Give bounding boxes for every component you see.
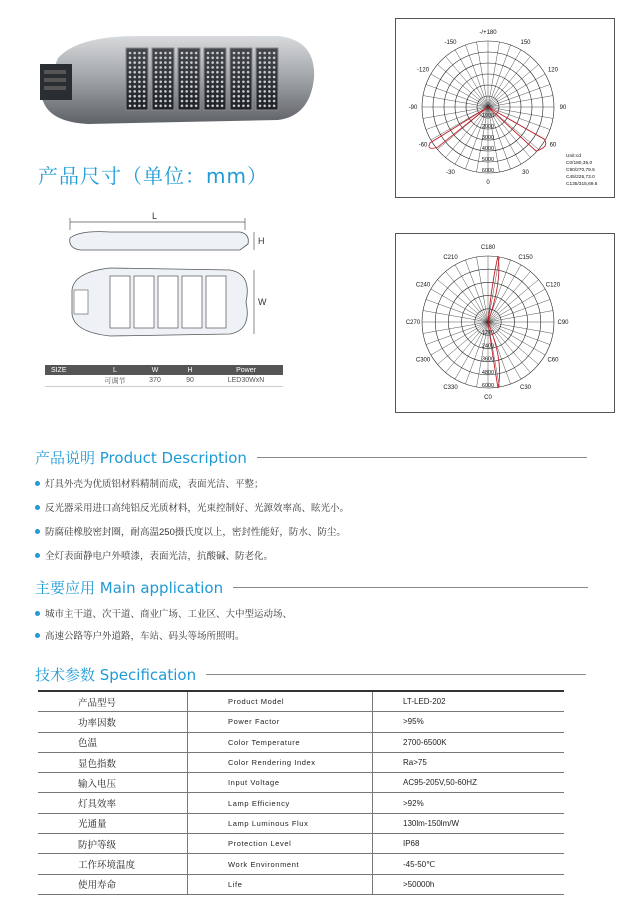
description-heading xyxy=(35,447,615,468)
table-row xyxy=(38,793,564,813)
spec-cell-en: Product Model xyxy=(188,692,373,711)
led-module-outline xyxy=(182,276,202,328)
table-row xyxy=(38,854,564,874)
polar-ring-label: 4000 xyxy=(481,146,495,152)
description-title: 产品说明 Product Description xyxy=(35,449,247,467)
polar-angle-label: C210 xyxy=(443,255,458,262)
list-item-text: 城市主干道、次干道、商业广场、工业区、大中型运动场、 xyxy=(45,609,293,620)
spec-cell-en: Life xyxy=(188,875,373,894)
polar-angle-label: -90 xyxy=(408,105,418,111)
polar-angle-label: C270 xyxy=(405,320,421,326)
polar-angle-label: C30 xyxy=(519,384,532,391)
size-table-header xyxy=(45,365,283,375)
spec-cell-value: >95% xyxy=(403,717,424,727)
spec-cell-value: 130lm-150lm/W xyxy=(403,818,460,828)
polar-ring-label: 6000 xyxy=(481,168,495,174)
application-heading xyxy=(35,577,615,598)
table-row xyxy=(38,773,564,793)
size-cell: LED30WxN xyxy=(227,377,265,384)
size-table-row xyxy=(45,375,283,387)
application-title: 主要应用 Main application xyxy=(35,579,224,597)
list-item-text: 防腐硅橡胶密封圈，耐高温250摄氏度以上，密封性能好，防水、防尘。 xyxy=(45,527,346,538)
spec-cell-value: AC95-205V,50-60HZ xyxy=(403,778,477,788)
bullet-dot-icon xyxy=(35,611,40,616)
polar-angle-label: C180 xyxy=(480,245,496,251)
led-module-outline xyxy=(206,276,226,328)
bullet-dot-icon xyxy=(35,505,40,510)
size-header-cell: L xyxy=(113,366,117,374)
list-item xyxy=(35,628,615,642)
polar-angle-label: C90 xyxy=(557,320,569,326)
spec-cell-cn: 输入电压 xyxy=(38,773,188,792)
size-header-cell: Power xyxy=(236,366,256,374)
polar-angle-label: C60 xyxy=(547,357,559,364)
list-item xyxy=(35,548,615,562)
description-section xyxy=(35,447,615,572)
divider xyxy=(257,457,587,458)
spec-cell-value: >92% xyxy=(403,798,424,808)
size-header-cell: SIZE xyxy=(51,366,67,374)
polar-ring-label: 1200 xyxy=(481,330,495,337)
polar-angle-label: -60 xyxy=(418,142,428,149)
polar-angle-label: C0 xyxy=(484,395,492,401)
polar-angle-label: C150 xyxy=(518,255,533,262)
size-header-cell: W xyxy=(151,366,159,374)
polar-angle-label: -150 xyxy=(444,40,457,47)
polar-angle-label: C300 xyxy=(415,357,431,364)
polar-angle-label: C330 xyxy=(443,384,458,391)
spec-cell-en: Work Environment xyxy=(188,854,373,873)
polar-angle-label: 0 xyxy=(486,180,490,186)
spec-cell-cn: 光通量 xyxy=(38,814,188,833)
table-row xyxy=(38,712,564,732)
bullet-dot-icon xyxy=(35,529,40,534)
spec-cell-value: IP68 xyxy=(403,839,420,849)
specification-heading xyxy=(35,664,615,685)
polar-angle-label: 30 xyxy=(522,169,529,176)
polar-angle-label: -120 xyxy=(417,67,430,74)
spec-cell-en: Input Voltage xyxy=(188,773,373,792)
polar-angle-label: 120 xyxy=(547,67,558,74)
polar-angle-label: C240 xyxy=(415,282,431,289)
polar-ring-label: 3000 xyxy=(481,135,495,141)
spec-cell-en: Color Rendering Index xyxy=(188,753,373,772)
list-item-text: 反光器采用进口高纯铝反光质材料，光束控制好、光源效率高、眩光小。 xyxy=(45,503,350,514)
table-row xyxy=(38,814,564,834)
spec-cell-en: Color Temperature xyxy=(188,733,373,752)
table-row xyxy=(38,690,564,712)
spec-cell-en: Protection Level xyxy=(188,834,373,853)
list-item xyxy=(35,476,615,490)
list-item-text: 全灯表面静电户外喷漆，表面光洁，抗酸碱、防老化。 xyxy=(45,551,274,562)
polar-legend-entry: Unit:cd xyxy=(566,154,581,159)
polar-legend-entry: C45/225,73.0 xyxy=(566,175,595,180)
light-distribution-diagram-top xyxy=(395,18,615,198)
divider xyxy=(206,674,586,675)
spec-cell-en: Lamp Luminous Flux xyxy=(188,814,373,833)
lamp-product-image xyxy=(18,18,318,138)
size-cell: 370 xyxy=(149,377,161,384)
table-row xyxy=(38,875,564,895)
list-item-text: 高速公路等户外道路，车站、码头等场所照明。 xyxy=(45,631,245,642)
polar-angle-label: 60 xyxy=(549,142,557,149)
led-module-outline xyxy=(134,276,154,328)
spec-cell-cn: 工作环境温度 xyxy=(38,854,188,873)
spec-cell-cn: 显色指数 xyxy=(38,753,188,772)
polar-angle-label: 150 xyxy=(520,40,531,47)
spec-cell-cn: 功率因数 xyxy=(38,712,188,731)
spec-cell-value: >50000h xyxy=(403,879,435,889)
polar-angle-label: C120 xyxy=(545,282,561,289)
dim-label-width: W xyxy=(258,297,267,307)
bullet-dot-icon xyxy=(35,633,40,638)
list-item xyxy=(35,524,615,538)
polar-angle-label: 90 xyxy=(559,105,567,111)
spec-cell-cn: 产品型号 xyxy=(38,692,188,711)
specification-section xyxy=(35,664,615,685)
list-item-text: 灯具外壳为优质铝材料精制而成，表面光洁、平整； xyxy=(45,479,264,490)
bullet-dot-icon xyxy=(35,553,40,558)
size-header-cell: H xyxy=(187,366,193,374)
polar-angle-label: -30 xyxy=(446,169,455,176)
polar-ring-label: 2000 xyxy=(481,124,495,130)
polar-ring-label: 3600 xyxy=(481,356,495,363)
divider xyxy=(233,587,588,588)
spec-cell-value: 2700-6500K xyxy=(403,737,447,747)
table-row xyxy=(38,753,564,773)
polar-ring-label: 6000 xyxy=(481,383,495,389)
dim-label-height: H xyxy=(258,236,265,246)
polar-ring-label: 4800 xyxy=(481,369,495,376)
table-row xyxy=(38,733,564,753)
specification-table xyxy=(38,690,564,895)
application-section xyxy=(35,577,615,650)
dimensions-heading: 产品尺寸（单位：mm） xyxy=(38,164,268,188)
specification-title: 技术参数 Specification xyxy=(35,666,197,684)
size-table xyxy=(45,365,283,387)
spec-cell-cn: 防护等级 xyxy=(38,834,188,853)
spec-cell-cn: 灯具效率 xyxy=(38,793,188,812)
led-module-outline xyxy=(110,276,130,328)
spec-cell-value: LT-LED-202 xyxy=(403,697,446,707)
table-row xyxy=(38,834,564,854)
spec-cell-en: Lamp Efficiency xyxy=(188,793,373,812)
led-module-outline xyxy=(158,276,178,328)
polar-ring-label: 1000 xyxy=(481,113,495,119)
polar-ring-label: 5000 xyxy=(481,157,495,163)
polar-legend-entry: C90/270,79.5 xyxy=(566,168,595,173)
list-item xyxy=(35,606,615,620)
spec-cell-cn: 使用寿命 xyxy=(38,875,188,894)
spec-cell-cn: 色温 xyxy=(38,733,188,752)
bullet-dot-icon xyxy=(35,481,40,486)
polar-ring-label: 2400 xyxy=(481,343,495,350)
spec-cell-en: Power Factor xyxy=(188,712,373,731)
polar-angle-label: -/+180 xyxy=(479,30,497,36)
polar-legend-entry: C0/180,35,0 xyxy=(566,161,593,166)
size-cell: 可调节 xyxy=(104,377,126,385)
dimension-drawing xyxy=(40,210,300,360)
polar-legend-entry: C135/315,69.5 xyxy=(566,182,598,187)
light-distribution-diagram-bottom xyxy=(395,233,615,413)
dim-label-length: L xyxy=(152,211,158,221)
spec-cell-value: -45-50℃ xyxy=(403,859,436,869)
spec-cell-value: Ra>75 xyxy=(403,758,427,768)
list-item xyxy=(35,500,615,514)
size-cell: 90 xyxy=(186,377,194,384)
